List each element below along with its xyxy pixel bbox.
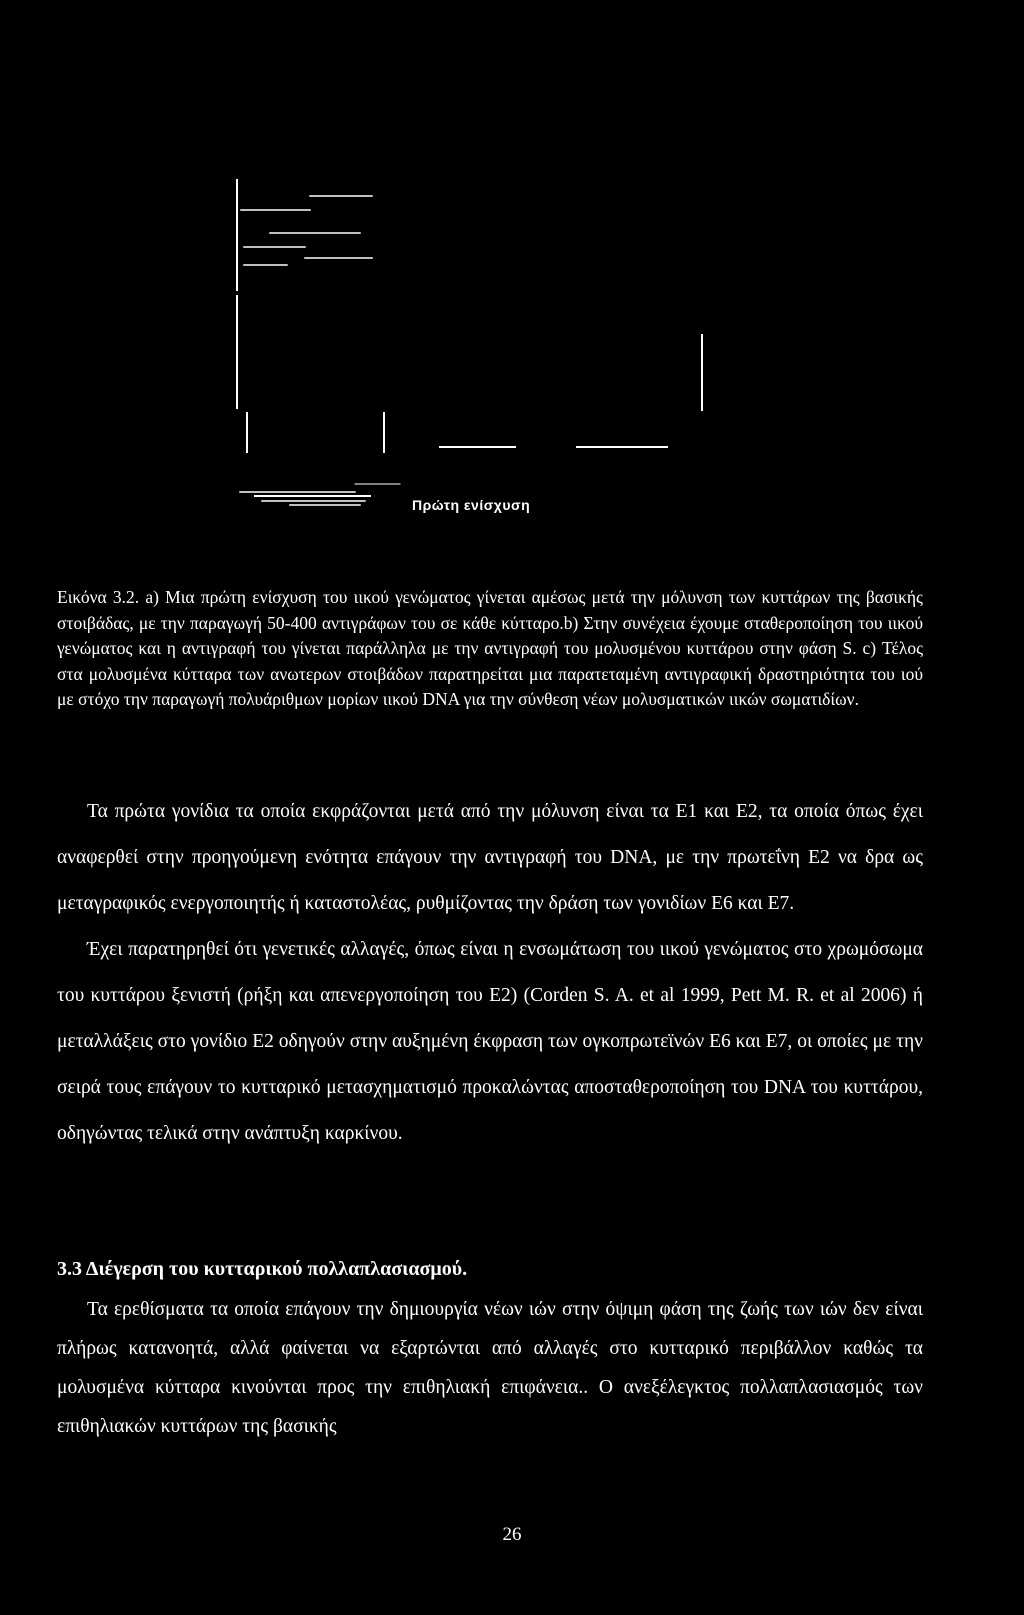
figure-diagram [0,0,1024,560]
figure-label: Πρώτη ενίσχυση [412,497,531,513]
body-section [57,789,923,1157]
section-paragraph: Τα ερεθίσματα τα οποία επάγουν την δημιουργία νέων ιών στην όψιμη φάση της ζωής των ιών δεν είναι πλήρως κατανοητά, αλλά φαίνεται να εξαρτώνται από αλλαγές στο κυτταρικό περιβάλλον καθώς τα μολυσμένα κύτταρα κινούνται προς την επιθηλιακή επιφάνεια.. Ο ανεξέλεγκτος πολλαπλασιασμός των επιθηλιακών κυττάρων της βασικής [57,1299,923,1437]
paragraph-1: Τα πρώτα γονίδια τα οποία εκφράζονται μετά από την μόλυνση είναι τα Ε1 και Ε2, τα οποία όπως έχει αναφερθεί στην προηγούμενη ενότητα επάγουν την αντιγραφή του DNA, με την πρωτεΐνη Ε2 να δρα ως μεταγραφικός ενεργοποιητής ή καταστολέας, ρυθμίζοντας την δράση των γονιδίων Ε6 και Ε7. [57,801,923,914]
diagram-lines [0,0,1024,560]
section-number: 3.3 [57,1258,82,1280]
section-title: Διέγερση του κυτταρικού πολλαπλασιασμού. [85,1258,468,1280]
section-body [57,1290,923,1446]
paragraph-2: Έχει παρατηρηθεί ότι γενετικές αλλαγές, όπως είναι η ενσωμάτωση του ιικού γενώματος στο χρωμόσωμα του κυττάρου ξενιστή (ρήξη και απενεργοποίηση του Ε2) (Corden S. A. et al 1999, Pett M. R. et al 2006) ή μεταλλάξεις στο γονίδιο Ε2 οδηγούν στην αυξημένη έκφραση των ογκοπρωτεϊνών Ε6 και Ε7, οι οποίες με την σειρά τους επάγουν το κυτταρικό μετασχηματισμό προκαλώντας αποσταθεροποίηση του DNA του κυττάρου, οδηγώντας τελικά στην ανάπτυξη καρκίνου. [57,939,923,1144]
page-number: 26 [502,1524,522,1545]
section-heading [57,1258,467,1281]
figure-caption: Εικόνα 3.2. a) Μια πρώτη ενίσχυση του ιικού γενώματος γίνεται αμέσως μετά την μόλυνση των κυττάρων της βασικής στοιβάδας, με την παραγωγή 50-400 αντιγράφων του σε κάθε κύτταρο.b) Στην συνέχεια έχουμε σταθεροποίηση του ιικού γενώματος και η αντιγραφή του γίνεται παράλληλα με την αντιγραφή του μολυσμένου κυττάρου στην φάση S. c) Τέλος στα μολυσμένα κύτταρα των ανωτερων στοιβάδων παρατηρείται μια παρατεταμένη αντιγραφική δραστηριότητα του ιού με στόχο την παραγωγή πολυάριθμων μορίων ιικού DNA για την σύνθεση νέων μολυσματικών ιικών σωματιδίων. [57,587,923,709]
